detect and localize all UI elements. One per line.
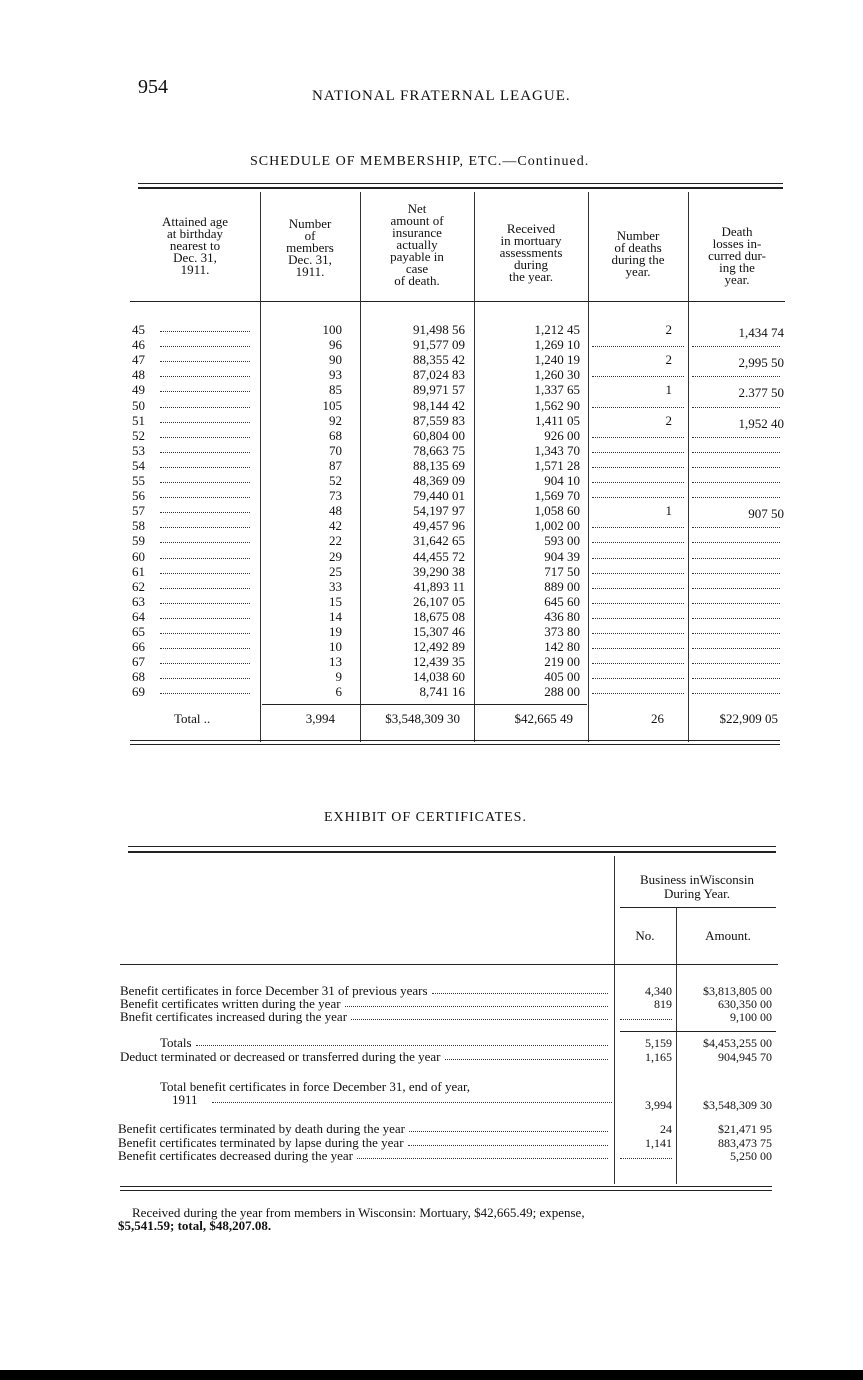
losses-cell: 1,434 74 [738, 325, 784, 340]
received-cell: 373 80 [544, 624, 580, 639]
age-cell: 59 [132, 533, 145, 549]
total-rule [262, 704, 587, 705]
exhibit-no: 1,141 [645, 1136, 672, 1150]
column-header-line: Number [616, 228, 660, 243]
dot-leader [160, 633, 250, 634]
members-cell: 10 [329, 639, 342, 655]
dot-leader [692, 693, 780, 694]
exhibit-group-rule [620, 907, 776, 908]
insurance-cell: 14,038 60 [413, 669, 465, 685]
dot-leader [620, 1158, 672, 1159]
insurance-cell: 79,440 01 [413, 488, 465, 504]
exhibit-bottom-rule [120, 1186, 772, 1187]
members-cell: 33 [329, 578, 342, 594]
dot-leader [592, 693, 684, 694]
running-head: NATIONAL FRATERNAL LEAGUE. [312, 88, 571, 104]
schedule-title: SCHEDULE OF MEMBERSHIP, ETC.—Continued. [250, 154, 590, 169]
insurance-cell: 54,197 97 [413, 503, 465, 519]
received-cell: 1,343 70 [534, 442, 580, 458]
deaths-cell: 2 [665, 322, 672, 337]
age-cell: 54 [132, 457, 145, 473]
column-divider [688, 192, 689, 742]
members-cell: 14 [329, 608, 342, 624]
age-cell: 60 [132, 548, 145, 564]
exhibit-row-label: Benefit certificates terminated by death during the year [118, 1121, 405, 1136]
age-cell: 63 [132, 593, 145, 609]
received-cell: 1,569 70 [534, 488, 580, 504]
insurance-cell: 8,741 16 [419, 684, 465, 700]
age-cell: 67 [132, 654, 145, 670]
dot-leader [160, 618, 250, 619]
column-header [590, 230, 686, 278]
age-cell: 49 [132, 382, 145, 398]
dot-leader [692, 437, 780, 438]
members-cell: 9 [335, 669, 342, 685]
received-cell: 926 00 [544, 427, 580, 443]
column-divider [474, 192, 475, 742]
page-number: 954 [138, 76, 168, 98]
age-cell: 66 [132, 639, 145, 655]
exhibit-divider [676, 908, 677, 1184]
age-cell: 53 [132, 442, 145, 458]
exhibit-no: 1,165 [645, 1050, 672, 1064]
dot-leader [692, 648, 780, 649]
members-cell: 48 [329, 503, 342, 519]
dot-leader [592, 376, 684, 377]
column-header [362, 203, 472, 287]
dot-leader [592, 407, 684, 408]
dot-leader [592, 452, 684, 453]
column-header-line: payable in [390, 249, 444, 264]
exhibit-no: 819 [654, 997, 672, 1011]
insurance-cell: 88,355 42 [413, 352, 465, 368]
received-cell: 1,058 60 [534, 503, 580, 519]
exhibit-row-label: Deduct terminated or decreased or transferred during the year [120, 1049, 441, 1064]
column-header-line: year. [625, 264, 651, 279]
exhibit-amount: $4,453,255 00 [703, 1036, 772, 1050]
column-header-line: members [286, 240, 334, 255]
exhibit-subtotal-rule [620, 1031, 776, 1032]
members-cell: 100 [322, 322, 342, 337]
exhibit-bottom-rule [120, 1190, 772, 1191]
insurance-cell: 15,307 46 [413, 624, 465, 639]
exhibit-row-label: Totals [160, 1035, 192, 1050]
exhibit-top-rule [128, 851, 776, 853]
received-cell: 1,002 00 [534, 518, 580, 534]
deaths-cell: 1 [665, 503, 672, 519]
dot-leader [160, 482, 250, 483]
column-header-line: of deaths [614, 240, 662, 255]
insurance-cell: 26,107 05 [413, 593, 465, 609]
insurance-cell: 91,498 56 [413, 322, 465, 337]
received-cell: 1,411 05 [534, 412, 580, 428]
dot-leader [160, 361, 250, 362]
exhibit-row-label: Benefit certificates in force December 31 of previous years [120, 983, 428, 998]
age-cell: 56 [132, 488, 145, 504]
exhibit-amount: $21,471 95 [718, 1122, 772, 1136]
dot-leader [692, 603, 780, 604]
age-cell: 46 [132, 337, 145, 353]
dot-leader [592, 663, 684, 664]
age-cell: 69 [132, 684, 145, 700]
exhibit-row-label: Benefit certificates written during the year [120, 996, 341, 1011]
table-bottom-rule [130, 740, 780, 741]
dot-leader [592, 346, 684, 347]
dot-leader [432, 993, 608, 994]
age-cell: 48 [132, 367, 145, 383]
insurance-cell: 88,135 69 [413, 457, 465, 473]
losses-cell: 1,952 40 [738, 415, 784, 431]
members-cell: 52 [329, 473, 342, 488]
dot-leader [620, 1019, 672, 1020]
column-header-line: Net [407, 201, 427, 216]
received-cell: 219 00 [544, 654, 580, 670]
received-cell: 1,562 90 [534, 397, 580, 413]
dot-leader [160, 331, 250, 332]
exhibit-amount: 904,945 70 [718, 1050, 772, 1064]
dot-leader [692, 346, 780, 347]
members-cell: 15 [329, 593, 342, 609]
column-divider [588, 192, 589, 742]
dot-leader [445, 1059, 608, 1060]
received-cell: 889 00 [544, 578, 580, 594]
age-cell: 55 [132, 473, 145, 488]
deaths-cell: 2 [665, 412, 672, 428]
footnote-line-1: Received during the year from members in Wisconsin: Mortuary, $42,665.49; expense, [132, 1205, 585, 1220]
received-cell: 1,269 10 [534, 337, 580, 353]
members-cell: 92 [329, 412, 342, 428]
insurance-cell: 87,559 83 [413, 412, 465, 428]
group-header-line: Business inWisconsin [640, 872, 754, 887]
members-cell: 87 [329, 457, 342, 473]
losses-cell: 2.377 50 [738, 385, 784, 401]
members-cell: 25 [329, 563, 342, 579]
received-cell: 904 39 [544, 548, 580, 564]
column-header-line: Attained age [161, 214, 229, 229]
dot-leader [692, 618, 780, 619]
received-cell: 645 60 [544, 593, 580, 609]
exhibit-amount: 9,100 00 [730, 1010, 772, 1024]
members-cell: 68 [329, 427, 342, 443]
insurance-cell: 49,457 96 [413, 518, 465, 534]
dot-leader [160, 497, 250, 498]
age-cell: 51 [132, 412, 145, 428]
column-header [476, 223, 586, 283]
received-cell: 1,240 19 [534, 352, 580, 368]
deaths-cell: 1 [665, 382, 672, 398]
dot-leader [160, 452, 250, 453]
dot-leader [692, 542, 780, 543]
received-cell: 593 00 [544, 533, 580, 549]
dot-leader [160, 542, 250, 543]
column-header-line: Received [506, 221, 556, 236]
exhibit-header-rule [120, 964, 778, 965]
dot-leader [160, 558, 250, 559]
dot-leader [692, 452, 780, 453]
received-cell: 904 10 [544, 473, 580, 488]
age-cell: 58 [132, 518, 145, 534]
column-header-line: 1911. [295, 264, 325, 279]
dot-leader [592, 678, 684, 679]
dot-leader [345, 1006, 608, 1007]
insurance-cell: 12,492 89 [413, 639, 465, 655]
received-cell: 1,337 65 [534, 382, 580, 398]
dot-leader [160, 678, 250, 679]
footnote [118, 1206, 778, 1232]
received-cell: 717 50 [544, 563, 580, 579]
members-cell: 96 [329, 337, 342, 353]
dot-leader [160, 693, 250, 694]
column-header-line: insurance [392, 225, 442, 240]
dot-leader [160, 407, 250, 408]
column-header-line: Dec. 31, [173, 250, 217, 265]
dot-leader [160, 512, 250, 513]
exhibit-amount: 630,350 00 [718, 997, 772, 1011]
dot-leader [592, 542, 684, 543]
exhibit-row-label-cont: 1911 [172, 1092, 198, 1107]
total-received: $42,665 49 [514, 711, 573, 726]
received-cell: 1,260 30 [534, 367, 580, 383]
age-cell: 68 [132, 669, 145, 685]
table-top-rule [138, 187, 783, 189]
dot-leader [692, 376, 780, 377]
members-cell: 42 [329, 518, 342, 534]
column-header-line: year. [724, 272, 750, 287]
column-header-line: Dec. 31, [288, 252, 332, 267]
dot-leader [692, 678, 780, 679]
dot-leader [592, 618, 684, 619]
exhibit-divider [614, 856, 615, 1184]
dot-leader [160, 603, 250, 604]
insurance-cell: 31,642 65 [413, 533, 465, 549]
dot-leader [592, 573, 684, 574]
insurance-cell: 89,971 57 [413, 382, 465, 398]
total-members: 3,994 [305, 711, 335, 726]
insurance-cell: 48,369 09 [413, 473, 465, 488]
dot-leader [409, 1131, 608, 1132]
dot-leader [408, 1145, 608, 1146]
exhibit-amount: 883,473 75 [718, 1136, 772, 1150]
exhibit-amount: $3,548,309 30 [703, 1098, 772, 1112]
total-label: Total .. [174, 711, 211, 726]
insurance-cell: 78,663 75 [413, 442, 465, 458]
age-cell: 50 [132, 397, 145, 413]
column-header [690, 226, 784, 286]
age-cell: 45 [132, 322, 145, 337]
insurance-cell: 91,577 09 [413, 337, 465, 353]
column-header-line: at birthday [167, 226, 223, 241]
dot-leader [692, 527, 780, 528]
members-cell: 6 [335, 684, 342, 700]
members-cell: 70 [329, 442, 342, 458]
exhibit-title: EXHIBIT OF CERTIFICATES. [324, 810, 527, 825]
exhibit-row-label: Benefit certificates terminated by lapse during the year [118, 1135, 404, 1150]
dot-leader [351, 1019, 608, 1020]
total-deaths: 26 [651, 711, 664, 726]
losses-cell: 907 50 [748, 506, 784, 522]
dot-leader [357, 1158, 608, 1159]
insurance-cell: 39,290 38 [413, 563, 465, 579]
exhibit-amount: $3,813,805 00 [703, 984, 772, 998]
members-cell: 13 [329, 654, 342, 670]
column-divider [360, 192, 361, 742]
dot-leader [692, 407, 780, 408]
exhibit-row-label: Benefit certificates decreased during the year [118, 1148, 353, 1163]
insurance-cell: 60,804 00 [413, 427, 465, 443]
dot-leader [160, 588, 250, 589]
exhibit-no: 24 [660, 1122, 672, 1136]
members-cell: 73 [329, 488, 342, 504]
members-cell: 29 [329, 548, 342, 564]
column-header-line: Death [721, 224, 753, 239]
members-cell: 90 [329, 352, 342, 368]
dot-leader [160, 663, 250, 664]
received-cell: 436 80 [544, 608, 580, 624]
exhibit-no: 3,994 [645, 1098, 672, 1112]
column-header-line: the year. [508, 269, 554, 284]
table-top-rule [138, 183, 783, 184]
received-cell: 142 80 [544, 639, 580, 655]
table-bottom-rule [130, 744, 780, 745]
age-cell: 52 [132, 427, 145, 443]
column-header-line: losses in- [712, 236, 762, 251]
dot-leader [592, 648, 684, 649]
received-cell: 288 00 [544, 684, 580, 700]
age-cell: 65 [132, 624, 145, 639]
total-insurance: $3,548,309 30 [385, 711, 460, 726]
received-cell: 1,212 45 [534, 322, 580, 337]
dot-leader [592, 588, 684, 589]
insurance-cell: 87,024 83 [413, 367, 465, 383]
column-header [132, 216, 258, 276]
insurance-cell: 41,893 11 [413, 578, 465, 594]
column-header [262, 218, 358, 278]
dot-leader [160, 527, 250, 528]
exhibit-amount: 5,250 00 [730, 1149, 772, 1163]
column-header-line: nearest to [169, 238, 221, 253]
column-header-line: curred dur- [708, 248, 766, 263]
exhibit-top-rule [128, 846, 776, 847]
column-header-line: Number [288, 216, 332, 231]
column-header-line: ing the [719, 260, 755, 275]
members-cell: 105 [322, 397, 342, 413]
column-header-line: during the [611, 252, 665, 267]
received-cell: 1,571 28 [534, 457, 580, 473]
dot-leader [160, 573, 250, 574]
members-cell: 93 [329, 367, 342, 383]
group-header-line: During Year. [663, 886, 731, 901]
exhibit-no: 5,159 [645, 1036, 672, 1050]
insurance-cell: 18,675 08 [413, 608, 465, 624]
dot-leader [692, 497, 780, 498]
insurance-cell: 12,439 35 [413, 654, 465, 670]
insurance-cell: 98,144 42 [413, 397, 465, 413]
column-header-line: amount of [390, 213, 444, 228]
age-cell: 61 [132, 563, 145, 579]
dot-leader [196, 1045, 608, 1046]
exhibit-no: 4,340 [645, 984, 672, 998]
dot-leader [592, 603, 684, 604]
dot-leader [160, 391, 250, 392]
members-cell: 85 [329, 382, 342, 398]
received-cell: 405 00 [544, 669, 580, 685]
column-header-line: actually [396, 237, 438, 252]
column-divider [260, 192, 261, 742]
column-header-line: in mortuary [500, 233, 562, 248]
col-no-header: No. [635, 928, 655, 943]
age-cell: 47 [132, 352, 145, 368]
dot-leader [592, 437, 684, 438]
dot-leader [592, 558, 684, 559]
age-cell: 64 [132, 608, 145, 624]
group-header [616, 873, 778, 901]
dot-leader [692, 588, 780, 589]
bottom-bar [0, 1370, 863, 1380]
dot-leader [212, 1102, 612, 1103]
total-losses: $22,909 05 [719, 711, 778, 726]
dot-leader [592, 633, 684, 634]
dot-leader [160, 422, 250, 423]
dot-leader [160, 437, 250, 438]
dot-leader [592, 482, 684, 483]
losses-cell: 2,995 50 [738, 355, 784, 371]
insurance-cell: 44,455 72 [413, 548, 465, 564]
age-cell: 62 [132, 578, 145, 594]
column-header-line: of death. [394, 273, 440, 288]
dot-leader [692, 558, 780, 559]
dot-leader [592, 467, 684, 468]
members-cell: 19 [329, 624, 342, 639]
dot-leader [160, 467, 250, 468]
column-header-line: assessments [499, 245, 563, 260]
age-cell: 57 [132, 503, 145, 519]
column-header-line: of [304, 228, 316, 243]
exhibit-row-label: Total benefit certificates in force December 31, end of year, [160, 1079, 471, 1094]
deaths-cell: 2 [665, 352, 672, 368]
dot-leader [692, 467, 780, 468]
exhibit-row-label: Bnefit certificates increased during the year [120, 1009, 348, 1024]
col-amount-header: Amount. [705, 928, 751, 943]
dot-leader [692, 633, 780, 634]
column-header-line: case [405, 261, 429, 276]
column-header-line: during [514, 257, 548, 272]
dot-leader [692, 663, 780, 664]
dot-leader [592, 497, 684, 498]
dot-leader [160, 648, 250, 649]
header-bottom-rule [130, 301, 785, 302]
dot-leader [692, 482, 780, 483]
members-cell: 22 [329, 533, 342, 549]
column-header-line: 1911. [180, 262, 210, 277]
footnote-line-2: $5,541.59; total, $48,207.08. [118, 1218, 272, 1233]
dot-leader [160, 376, 250, 377]
dot-leader [592, 527, 684, 528]
dot-leader [160, 346, 250, 347]
dot-leader [692, 573, 780, 574]
